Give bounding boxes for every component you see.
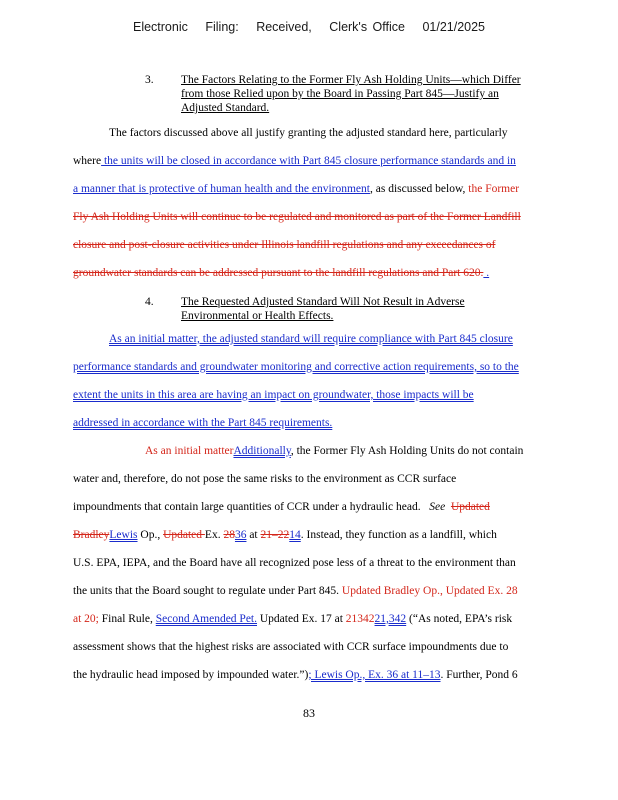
para3-line-1: As an initial matterAdditionally, the Former Fly Ash Holding Units do not contain [145,445,524,457]
para1-line-1: The factors discussed above all justify granting the adjusted standard here, particularly [109,127,508,139]
header-word-electronic: Electronic [132,20,188,34]
page-number: 83 [303,706,315,720]
header-date: 01/21/2025 [422,20,486,34]
para3-line-4: BradleyLewis Op., Updated Ex. 2836 at 21–2214. Instead, they function as a landfill, which [73,529,497,541]
para2-line-4: addressed in accordance with the Part 845 requirements. [73,417,333,429]
para2-line-1: As an initial matter, the adjusted standard will require compliance with Part 845 closure [109,333,513,345]
para3-line-9: the hydraulic head imposed by impounded water.”); Lewis Op., Ex. 36 at 11–13. Further, Pond 6 [73,669,518,681]
para1-line-5: closure and post-closure activities under Illinois landfill regulations and any exceedances of [73,239,496,251]
para3-line-5: U.S. EPA, IEPA, and the Board have all recognized pose less of a threat to the environment than [73,557,516,569]
header-word-received: Received, [256,20,312,34]
section-3-title-line-3: Adjusted Standard. [181,102,270,114]
filing-header [0,20,618,34]
section-4-title-line-1: The Requested Adjusted Standard Will Not Result in Adverse [181,296,465,308]
para1-line-3: a manner that is protective of human health and the environment, as discussed below, the Former [73,183,520,195]
header-word-filing: Filing: [205,20,239,34]
para1-line-6: groundwater standards can be addressed pursuant to the landfill regulations and Part 620. . [73,267,490,279]
para3-line-8: assessment shows that the highest risks are associated with CCR surface impoundments due to [73,641,509,653]
section-4-title-line-2: Environmental or Health Effects. [181,310,334,322]
para3-line-3: impoundments that contain large quantities of CCR under a hydraulic head. See Updated [73,501,490,513]
para3-line-6: the units that the Board sought to regulate under Part 845. Updated Bradley Op., Updated Ex. 28 [73,585,518,597]
para2-line-2: performance standards and groundwater monitoring and corrective action requirements, so to the [73,361,519,373]
para2-line-3: extent the units in this area are having an impact on groundwater, those impacts will be [73,389,474,401]
para3-line-7: at 20; Final Rule, Second Amended Pet. Updated Ex. 17 at 2134221,342 (“As noted, EPA’s risk [73,613,513,625]
para1-line-2: where the units will be closed in accordance with Part 845 closure performance standards and in [73,155,516,167]
section-3-number: 3. [145,74,154,86]
section-3-title-line-1: The Factors Relating to the Former Fly Ash Holding Units—which Differ [181,74,521,86]
para1-line-4: Fly Ash Holding Units will continue to be regulated and monitored as part of the Former Landfill [73,211,521,223]
header-word-clerks-office: Clerk's Office [329,20,405,34]
para3-line-2: water and, therefore, do not pose the same risks to the environment as CCR surface [73,473,457,485]
section-4-number: 4. [145,296,154,308]
section-3-title-line-2: from those Relied upon by the Board in Passing Part 845—Justify an [181,88,499,100]
